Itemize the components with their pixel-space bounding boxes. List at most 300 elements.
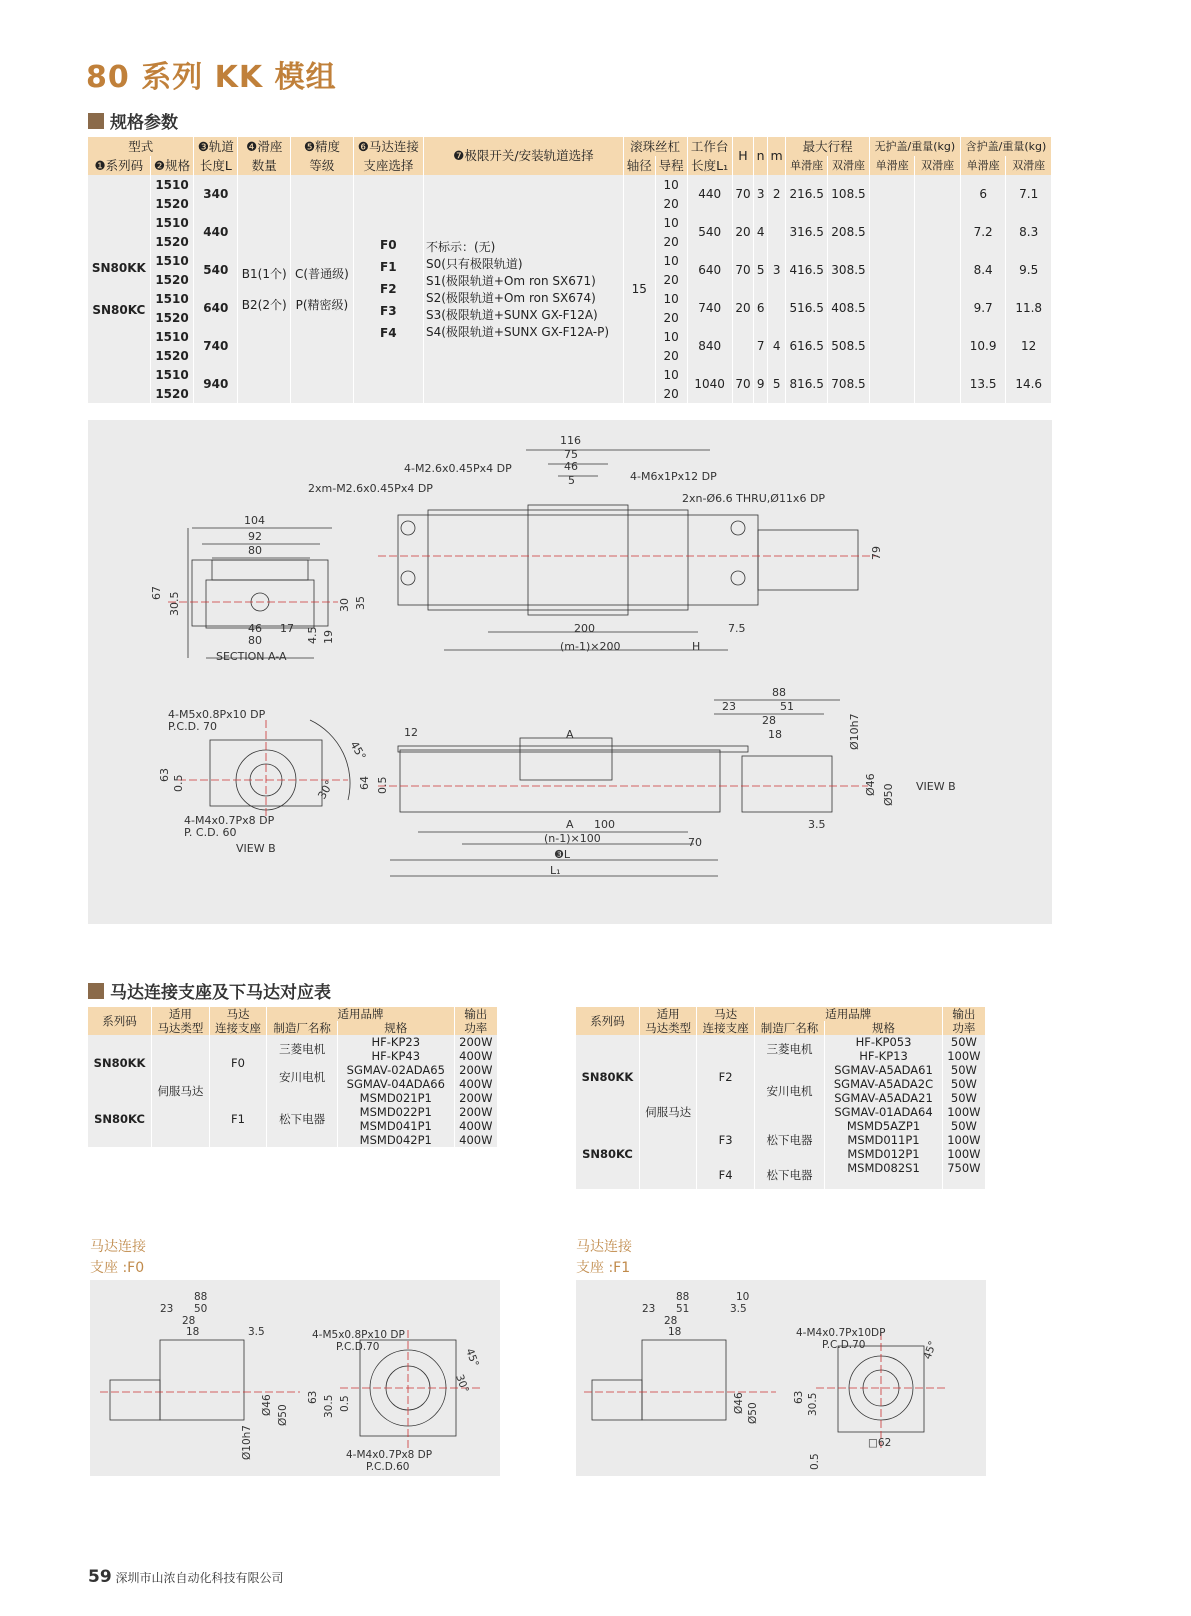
mt2-power: 100W <box>942 1105 985 1119</box>
motor-opt: F3 <box>380 304 397 318</box>
weight-nocover-single <box>869 175 915 213</box>
h-work2: 长度L₁ <box>687 156 732 175</box>
section-label: SECTION A-A <box>216 650 287 663</box>
work-length: 540 <box>687 213 732 251</box>
h-motor2: 支座选择 <box>353 156 423 175</box>
m-value: 5 <box>768 365 786 403</box>
mt2-power: 750W <box>942 1161 985 1175</box>
dim-75: 75 <box>564 448 578 461</box>
dim-50: Ø50 <box>882 783 895 806</box>
dim-80b: 80 <box>248 634 262 647</box>
mt2-seat-f4: F4 <box>697 1161 754 1189</box>
lead: 20 <box>655 232 687 251</box>
mt2-power: 100W <box>942 1049 985 1063</box>
mt2-model: MSMD5AZP1 <box>825 1119 943 1133</box>
mt1-model: HF-KP43 <box>337 1049 454 1063</box>
mt1-seat-f0: F0 <box>209 1035 267 1091</box>
f1-drawing-panel <box>576 1280 986 1476</box>
weight-cover-single: 6 <box>960 175 1006 213</box>
mt2-power: 50W <box>942 1119 985 1133</box>
f0-dim-18: 18 <box>186 1326 200 1338</box>
mt1-power: 200W <box>454 1105 497 1119</box>
mt1-power: 200W <box>454 1063 497 1077</box>
mt1-power: 200W <box>454 1091 497 1105</box>
f1-dim-50: Ø50 <box>747 1402 759 1424</box>
prec-p: P(精密级) <box>295 298 349 312</box>
stroke-single: 516.5 <box>786 289 828 327</box>
limit-opt: S1(极限轨道+Om ron SX671) <box>426 274 596 288</box>
h-stroke: 最大行程 <box>786 137 870 156</box>
h-work: 工作台 <box>687 137 732 156</box>
m-value: 2 <box>768 175 786 213</box>
dim-46b: 46 <box>564 460 578 473</box>
top-view <box>378 450 878 650</box>
h-nocover: 无护盖/重量(kg) <box>869 137 960 156</box>
h-screw2b: 导程 <box>655 156 687 175</box>
mt1-h-type2: 马达类型 <box>152 1021 210 1035</box>
n-value: 3 <box>754 175 768 213</box>
dim-200: 200 <box>574 622 595 635</box>
dimension-drawing-panel <box>88 420 1052 924</box>
dim-L: ❸L <box>554 848 570 861</box>
weight-cover-double: 12 <box>1006 327 1052 365</box>
weight-nocover-double <box>915 289 961 327</box>
dim-92: 92 <box>248 530 262 543</box>
f1-label <box>576 1237 632 1279</box>
f0-dim-88: 88 <box>194 1291 208 1303</box>
mt2-model: SGMAV-A5ADA21 <box>825 1091 943 1105</box>
mt1-motor-type: 伺服马达 <box>152 1035 210 1147</box>
weight-cover-single: 8.4 <box>960 251 1006 289</box>
h-cs: 单滑座 <box>960 156 1006 175</box>
rail-length: 540 <box>194 251 238 289</box>
dim-5: 5 <box>568 474 575 487</box>
mt2-power: 50W <box>942 1077 985 1091</box>
h-type: 型式 <box>88 137 194 156</box>
dim-30-5: 30.5 <box>168 591 181 616</box>
f1-angle-45: 45° <box>921 1339 940 1362</box>
h-H: H <box>732 137 754 175</box>
dim-64: 64 <box>358 776 371 790</box>
mt2-h-series: 系列码 <box>576 1007 639 1035</box>
n-value: 6 <box>754 289 768 327</box>
table-row <box>88 1091 498 1105</box>
section-square-icon <box>88 113 104 129</box>
lead: 10 <box>655 213 687 232</box>
weight-nocover-double <box>915 175 961 213</box>
spec-code: 1510 <box>150 251 194 270</box>
f0-dim-23: 23 <box>160 1303 174 1315</box>
mt2-model: SGMAV-A5ADA2C <box>825 1077 943 1091</box>
mt2-power: 50W <box>942 1035 985 1049</box>
dim-88: 88 <box>772 686 786 699</box>
weight-nocover-single <box>869 213 915 251</box>
page-number: 59 <box>88 1567 112 1587</box>
motor-opt: F2 <box>380 282 397 296</box>
stroke-double: 208.5 <box>828 213 870 251</box>
mt1-power: 400W <box>454 1077 497 1091</box>
weight-nocover-single <box>869 327 915 365</box>
f1-dim-51: 51 <box>676 1303 690 1315</box>
mt2-power: 50W <box>942 1091 985 1105</box>
limit-opt: S3(极限轨道+SUNX GX-F12A) <box>426 308 598 322</box>
f0-dim-50b: Ø50 <box>277 1404 289 1426</box>
dim-7-5: 7.5 <box>728 622 746 635</box>
h-rail2: 长度L <box>194 156 238 175</box>
precision-options <box>291 175 353 403</box>
series-kk: SN80KK <box>91 261 146 275</box>
dim-L1: L₁ <box>550 864 561 877</box>
dim-28: 28 <box>762 714 776 727</box>
mt1-maker: 安川电机 <box>267 1063 338 1091</box>
mt2-h-brand: 适用品牌 <box>754 1007 942 1021</box>
dim-70: 70 <box>688 836 702 849</box>
weight-nocover-double <box>915 213 961 251</box>
h-nd: 双滑座 <box>915 156 961 175</box>
f0-dim-10h7: Ø10h7 <box>241 1425 253 1460</box>
stroke-double: 708.5 <box>828 365 870 403</box>
section-spec-title: 规格参数 <box>110 113 178 133</box>
mt2-maker: 松下电器 <box>754 1119 824 1161</box>
lead: 10 <box>655 365 687 384</box>
mt2-h-seat2: 连接支座 <box>697 1021 754 1035</box>
lead: 10 <box>655 289 687 308</box>
limit-opt: S4(极限轨道+SUNX GX-F12A-P) <box>426 325 610 339</box>
m-value <box>768 289 786 327</box>
spec-code: 1510 <box>150 365 194 384</box>
mt2-model: HF-KP053 <box>825 1035 943 1049</box>
dim-0-5b: 0.5 <box>376 776 389 794</box>
f1-note-m4: 4-M4x0.7Px10DP <box>796 1327 886 1339</box>
note-m5: 4-M5x0.8Px10 DP <box>168 708 266 721</box>
motor-table-1 <box>88 1007 498 1147</box>
n-value: 9 <box>754 365 768 403</box>
f1-dim-88: 88 <box>676 1291 690 1303</box>
mt1-power: 400W <box>454 1133 497 1147</box>
dim-30: 30 <box>338 598 351 612</box>
f1-dim-0-5: 0.5 <box>809 1453 821 1470</box>
spec-code: 1510 <box>150 289 194 308</box>
note-xm: 2xm-M2.6x0.45Px4 DP <box>308 482 433 495</box>
f1-dim-28: 28 <box>664 1315 678 1327</box>
note-thru: 2xn-Ø6.6 THRU,Ø11x6 DP <box>682 492 826 505</box>
dim-10h7: Ø10h7 <box>848 713 861 750</box>
dim-19: 19 <box>322 630 335 644</box>
table-row <box>88 1035 498 1049</box>
mt1-power: 400W <box>454 1049 497 1063</box>
mt1-h-maker: 制造厂名称 <box>267 1021 338 1035</box>
table-row <box>88 175 1052 194</box>
m-value: 3 <box>768 251 786 289</box>
rail-length: 740 <box>194 327 238 365</box>
spec-code: 1510 <box>150 327 194 346</box>
m-value: 4 <box>768 327 786 365</box>
spec-code: 1510 <box>150 175 194 194</box>
mt1-seat-f1: F1 <box>209 1091 267 1147</box>
h-value: 20 <box>732 289 754 327</box>
spec-table <box>88 137 1052 403</box>
note-pcd60: P. C.D. 60 <box>184 826 237 839</box>
h-slider2: 数量 <box>238 156 291 175</box>
spec-code: 1520 <box>150 232 194 251</box>
table-row <box>576 1119 986 1133</box>
f0-note-m4: 4-M4x0.7Px8 DP <box>346 1449 433 1461</box>
mt1-h-model: 规格 <box>337 1021 454 1035</box>
mt2-model: HF-KP13 <box>825 1049 943 1063</box>
f0-note-pcd60: P.C.D.60 <box>366 1461 410 1473</box>
f1-dim-30-5: 30.5 <box>807 1392 819 1416</box>
mt2-empty <box>942 1175 985 1189</box>
f0-dim-28: 28 <box>182 1315 196 1327</box>
h-screw: 滚珠丝杠 <box>623 137 687 156</box>
dim-12: 12 <box>404 726 418 739</box>
f0-angle-45: 45° <box>463 1346 481 1369</box>
dim-80: 80 <box>248 544 262 557</box>
dim-46c: Ø46 <box>864 773 877 796</box>
note-m26: 4-M2.6x0.45Px4 DP <box>404 462 512 475</box>
weight-nocover-double <box>915 365 961 403</box>
f0-dim-46: Ø46 <box>261 1394 273 1416</box>
mt1-model: MSMD041P1 <box>337 1119 454 1133</box>
series-cell <box>88 175 150 403</box>
prec-c: C(普通级) <box>295 267 349 281</box>
dim-51: 51 <box>780 700 794 713</box>
mt1-maker: 松下电器 <box>267 1091 338 1147</box>
mt2-maker: 三菱电机 <box>754 1035 824 1063</box>
spec-code: 1520 <box>150 308 194 327</box>
view-b <box>178 720 350 820</box>
stroke-double: 408.5 <box>828 289 870 327</box>
weight-cover-double: 8.3 <box>1006 213 1052 251</box>
spec-code: 1510 <box>150 213 194 232</box>
dim-79: 79 <box>870 546 883 560</box>
company-name: 深圳市山浓自动化科技有限公司 <box>115 1571 284 1585</box>
mt2-h-out2: 功率 <box>942 1021 985 1035</box>
mt1-model: MSMD042P1 <box>337 1133 454 1147</box>
mt2-seat-f3: F3 <box>697 1119 754 1161</box>
work-length: 840 <box>687 327 732 365</box>
n-value: 5 <box>754 251 768 289</box>
motor-opt: F4 <box>380 326 397 340</box>
angle-45: 45° <box>347 739 369 763</box>
note-m6: 4-M6x1Px12 DP <box>630 470 717 483</box>
weight-cover-single: 7.2 <box>960 213 1006 251</box>
n-value: 7 <box>754 327 768 365</box>
mt2-h-seat1: 马达 <box>697 1007 754 1021</box>
weight-nocover-double <box>915 251 961 289</box>
mt2-maker: 安川电机 <box>754 1063 824 1119</box>
slider-options <box>238 175 291 403</box>
lead: 20 <box>655 194 687 213</box>
dim-n1-100: (n-1)×100 <box>544 832 601 845</box>
section-motor-heading <box>88 978 331 1003</box>
series-kc: SN80KC <box>92 303 146 317</box>
note-pcd70: P.C.D. 70 <box>168 720 218 733</box>
label-a-bottom: A <box>566 818 574 831</box>
h-stroke-s: 单滑座 <box>786 156 828 175</box>
mt2-maker: 松下电器 <box>754 1161 824 1189</box>
f1-label-line1: 马达连接 <box>576 1239 632 1255</box>
limit-options <box>424 175 624 403</box>
n-value: 4 <box>754 213 768 251</box>
h-cover: 含护盖/重量(kg) <box>960 137 1051 156</box>
stroke-single: 216.5 <box>786 175 828 213</box>
mt1-h-brand: 适用品牌 <box>267 1007 454 1021</box>
section-spec-heading <box>88 108 178 133</box>
weight-cover-single: 9.7 <box>960 289 1006 327</box>
mt2-h-model: 规格 <box>825 1021 943 1035</box>
h-cd: 双滑座 <box>1006 156 1052 175</box>
dim-100: 100 <box>594 818 615 831</box>
mt2-empty <box>825 1175 943 1189</box>
h-screw2a: 轴径 <box>623 156 655 175</box>
mt1-series-kc: SN80KC <box>88 1091 152 1147</box>
work-length: 640 <box>687 251 732 289</box>
stroke-single: 616.5 <box>786 327 828 365</box>
h-ns: 单滑座 <box>869 156 915 175</box>
dim-H: H <box>692 640 701 653</box>
mt1-power: 200W <box>454 1035 497 1049</box>
slider-b2: B2(2个) <box>241 298 287 312</box>
mt2-model: MSMD012P1 <box>825 1147 943 1161</box>
mt2-model: MSMD082S1 <box>825 1161 943 1175</box>
motor-opt: F1 <box>380 260 397 274</box>
lead: 10 <box>655 327 687 346</box>
label-a-top: A <box>566 728 574 741</box>
limit-opt: 不标示：(无) <box>426 240 496 254</box>
h-prec2: 等级 <box>291 156 353 175</box>
f0-dim-30-5: 30.5 <box>323 1394 335 1418</box>
label-view-b: VIEW B <box>236 842 276 855</box>
f0-label <box>90 1237 146 1279</box>
mt1-h-seat2: 连接支座 <box>209 1021 267 1035</box>
h-slider: ❹滑座 <box>238 137 291 156</box>
f0-dim-63: 63 <box>307 1390 319 1404</box>
f1-label-line2: 支座 :F1 <box>576 1260 631 1276</box>
h-value <box>732 327 754 365</box>
slider-b1: B1(1个) <box>241 267 287 281</box>
mt2-power: 50W <box>942 1063 985 1077</box>
dim-67: 67 <box>150 586 163 600</box>
h-stroke-d: 双滑座 <box>828 156 870 175</box>
f1-dim-46: Ø46 <box>733 1392 745 1414</box>
page-title: 80 系列 KK 模组 <box>86 60 337 95</box>
note-m4: 4-M4x0.7Px8 DP <box>184 814 275 827</box>
h-series: ❶系列码 <box>88 156 150 175</box>
weight-nocover-single <box>869 365 915 403</box>
h-model: ❷规格 <box>150 156 194 175</box>
dimension-drawing <box>88 420 1052 924</box>
dim-3-5: 3.5 <box>808 818 826 831</box>
h-rail: ❸轨道 <box>194 137 238 156</box>
work-length: 440 <box>687 175 732 213</box>
mt2-power: 100W <box>942 1133 985 1147</box>
h-motor: ❻马达连接 <box>353 137 423 156</box>
lead: 20 <box>655 384 687 403</box>
f1-dim-23: 23 <box>642 1303 656 1315</box>
mt1-series-kk: SN80KK <box>88 1035 152 1091</box>
dim-63: 63 <box>158 768 171 782</box>
rail-length: 640 <box>194 289 238 327</box>
spec-code: 1520 <box>150 270 194 289</box>
side-view <box>378 700 868 876</box>
mt1-model: HF-KP23 <box>337 1035 454 1049</box>
work-length: 740 <box>687 289 732 327</box>
mt1-h-out1: 输出 <box>454 1007 497 1021</box>
f0-note-pcd70: P.C.D.70 <box>336 1341 380 1353</box>
f0-label-line2: 支座 :F0 <box>90 1260 145 1276</box>
stroke-double: 108.5 <box>828 175 870 213</box>
f1-dim-3-5: 3.5 <box>730 1303 747 1315</box>
weight-cover-double: 7.1 <box>1006 175 1052 213</box>
mt2-h-type1: 适用 <box>639 1007 696 1021</box>
lead: 10 <box>655 175 687 194</box>
mt2-model: MSMD011P1 <box>825 1133 943 1147</box>
dim-104: 104 <box>244 514 265 527</box>
weight-cover-double: 9.5 <box>1006 251 1052 289</box>
mt2-h-out1: 输出 <box>942 1007 985 1021</box>
h-value: 70 <box>732 175 754 213</box>
stroke-single: 816.5 <box>786 365 828 403</box>
f1-drawing <box>576 1280 986 1476</box>
mt2-seat-f2: F2 <box>697 1035 754 1119</box>
motor-opt: F0 <box>380 238 397 252</box>
mt2-model: SGMAV-A5ADA61 <box>825 1063 943 1077</box>
mt2-motor-type: 伺服马达 <box>639 1035 696 1189</box>
mt1-h-series: 系列码 <box>88 1007 152 1035</box>
lead: 10 <box>655 251 687 270</box>
mt2-h-maker: 制造厂名称 <box>754 1021 824 1035</box>
dim-23: 23 <box>722 700 736 713</box>
weight-nocover-single <box>869 251 915 289</box>
section-motor-title: 马达连接支座及下马达对应表 <box>110 983 331 1003</box>
f0-dim-0-5: 0.5 <box>339 1395 351 1412</box>
m-value <box>768 213 786 251</box>
f0-drawing <box>90 1280 500 1476</box>
f1-note-pcd70: P.C.D.70 <box>822 1339 866 1351</box>
weight-nocover-double <box>915 327 961 365</box>
work-length: 1040 <box>687 365 732 403</box>
lead: 20 <box>655 270 687 289</box>
mt1-h-type1: 适用 <box>152 1007 210 1021</box>
limit-opt: S0(只有极限轨道) <box>426 257 523 271</box>
f0-drawing-panel <box>90 1280 500 1476</box>
h-value: 70 <box>732 365 754 403</box>
rail-length: 440 <box>194 213 238 251</box>
weight-cover-single: 10.9 <box>960 327 1006 365</box>
h-limit: ❼极限开关/安装轨道选择 <box>424 137 624 175</box>
h-value: 70 <box>732 251 754 289</box>
rail-length: 340 <box>194 175 238 213</box>
dim-m1-200: (m-1)×200 <box>560 640 621 653</box>
weight-nocover-single <box>869 289 915 327</box>
mt1-model: MSMD021P1 <box>337 1091 454 1105</box>
f1-dim-10: 10 <box>736 1291 750 1303</box>
mt2-model: SGMAV-01ADA64 <box>825 1105 943 1119</box>
spec-code: 1520 <box>150 384 194 403</box>
mt1-h-out2: 功率 <box>454 1021 497 1035</box>
stroke-double: 308.5 <box>828 251 870 289</box>
mt1-model: MSMD022P1 <box>337 1105 454 1119</box>
f0-angle-30: 30° <box>453 1372 471 1395</box>
mt2-h-type2: 马达类型 <box>639 1021 696 1035</box>
section-square-icon <box>88 983 104 999</box>
mt1-h-seat1: 马达 <box>209 1007 267 1021</box>
spec-code: 1520 <box>150 346 194 365</box>
f1-dim-63: 63 <box>793 1390 805 1404</box>
stroke-single: 316.5 <box>786 213 828 251</box>
f0-dim-3-5: 3.5 <box>248 1326 265 1338</box>
